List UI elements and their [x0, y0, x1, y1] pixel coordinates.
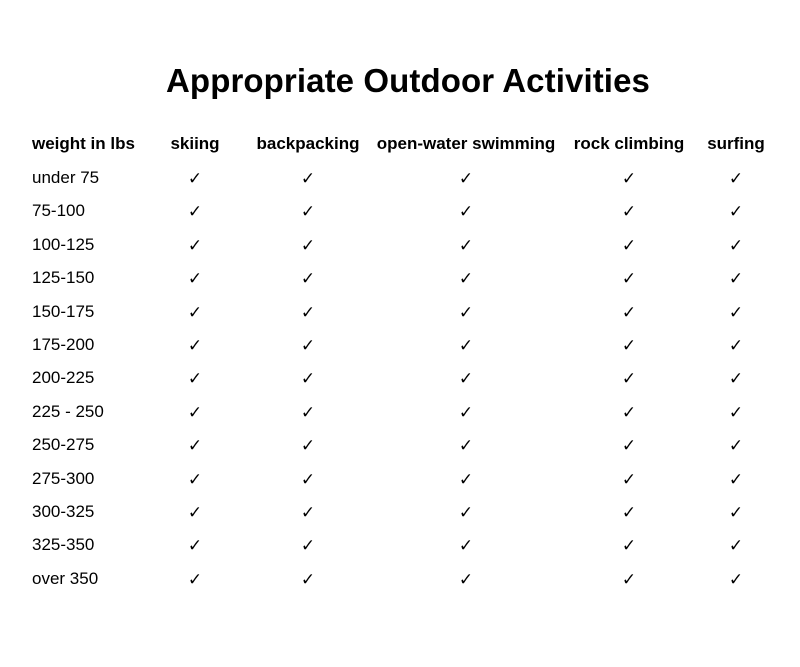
check-mark-icon: ✓ — [621, 269, 637, 290]
chart-title: Appropriate Outdoor Activities — [166, 62, 650, 99]
check-mark-icon: ✓ — [187, 569, 203, 590]
check-mark-icon: ✓ — [300, 302, 316, 323]
check-mark-icon: ✓ — [187, 269, 203, 290]
check-mark-icon: ✓ — [728, 336, 744, 356]
column-header-activity: skiing — [170, 134, 220, 153]
check-mark-icon: ✓ — [621, 235, 637, 256]
row-label: 325-350 — [32, 535, 95, 555]
check-mark-icon: ✓ — [728, 402, 744, 423]
row-label: 300-325 — [32, 502, 95, 521]
row-label: 250-275 — [32, 435, 95, 455]
check-mark-icon: ✓ — [621, 336, 637, 356]
column-header-activity: rock climbing — [573, 134, 685, 153]
check-mark-icon: ✓ — [621, 536, 637, 557]
check-mark-icon: ✓ — [728, 169, 744, 189]
check-mark-icon: ✓ — [187, 302, 203, 323]
check-mark-icon: ✓ — [621, 402, 637, 423]
check-mark-icon: ✓ — [458, 202, 474, 223]
check-mark-icon: ✓ — [621, 469, 637, 490]
check-mark-icon: ✓ — [300, 202, 316, 223]
check-mark-icon: ✓ — [621, 503, 637, 523]
check-mark-icon: ✓ — [300, 369, 316, 390]
check-mark-icon: ✓ — [187, 469, 203, 490]
row-label: 150-175 — [32, 301, 95, 321]
row-label: 200-225 — [32, 368, 95, 388]
check-mark-icon: ✓ — [187, 402, 203, 423]
check-mark-icon: ✓ — [300, 169, 316, 189]
check-mark-icon: ✓ — [458, 503, 474, 523]
check-mark-icon: ✓ — [458, 369, 474, 390]
check-mark-icon: ✓ — [458, 169, 474, 189]
check-mark-icon: ✓ — [728, 536, 744, 557]
check-mark-icon: ✓ — [300, 436, 316, 457]
check-mark-icon: ✓ — [300, 503, 316, 523]
check-mark-icon: ✓ — [458, 336, 474, 356]
check-mark-icon: ✓ — [187, 436, 203, 457]
check-mark-icon: ✓ — [458, 469, 474, 490]
column-header-activity: backpacking — [256, 134, 360, 153]
check-mark-icon: ✓ — [621, 569, 637, 590]
check-mark-icon: ✓ — [621, 202, 637, 223]
check-mark-icon: ✓ — [728, 269, 744, 290]
check-mark-icon: ✓ — [187, 202, 203, 223]
check-mark-icon: ✓ — [621, 369, 637, 390]
check-mark-icon: ✓ — [300, 536, 316, 557]
column-header-activity: surfing — [707, 134, 765, 153]
row-label: 225 - 250 — [32, 401, 104, 421]
check-mark-icon: ✓ — [458, 269, 474, 290]
check-mark-icon: ✓ — [458, 235, 474, 256]
check-mark-icon: ✓ — [728, 436, 744, 457]
column-header-activity: open-water swimming — [376, 134, 556, 153]
row-label: under 75 — [32, 168, 100, 187]
row-label: 125-150 — [32, 268, 95, 288]
check-mark-icon: ✓ — [187, 503, 203, 523]
check-mark-icon: ✓ — [728, 302, 744, 323]
row-label: over 350 — [32, 568, 99, 588]
check-mark-icon: ✓ — [728, 503, 744, 523]
check-mark-icon: ✓ — [458, 569, 474, 590]
check-mark-icon: ✓ — [728, 569, 744, 590]
check-mark-icon: ✓ — [187, 369, 203, 390]
check-mark-icon: ✓ — [187, 536, 203, 557]
row-label: 175-200 — [32, 335, 95, 354]
check-mark-icon: ✓ — [300, 569, 316, 590]
check-mark-icon: ✓ — [187, 336, 203, 356]
check-mark-icon: ✓ — [621, 169, 637, 189]
check-mark-icon: ✓ — [458, 536, 474, 557]
check-mark-icon: ✓ — [458, 302, 474, 323]
check-mark-icon: ✓ — [728, 235, 744, 256]
check-mark-icon: ✓ — [458, 402, 474, 423]
row-label: 75-100 — [32, 201, 85, 221]
check-mark-icon: ✓ — [300, 235, 316, 256]
row-label: 100-125 — [32, 234, 95, 254]
check-mark-icon: ✓ — [300, 469, 316, 490]
check-mark-icon: ✓ — [187, 169, 203, 189]
check-mark-icon: ✓ — [300, 269, 316, 290]
check-mark-icon: ✓ — [728, 469, 744, 490]
check-mark-icon: ✓ — [728, 202, 744, 223]
check-mark-icon: ✓ — [728, 369, 744, 390]
row-label: 275-300 — [32, 468, 95, 488]
check-mark-icon: ✓ — [458, 436, 474, 457]
check-mark-icon: ✓ — [187, 235, 203, 256]
check-mark-icon: ✓ — [300, 336, 316, 356]
check-mark-icon: ✓ — [621, 302, 637, 323]
check-mark-icon: ✓ — [300, 402, 316, 423]
check-mark-icon: ✓ — [621, 436, 637, 457]
column-header-weight: weight in lbs — [32, 134, 135, 153]
